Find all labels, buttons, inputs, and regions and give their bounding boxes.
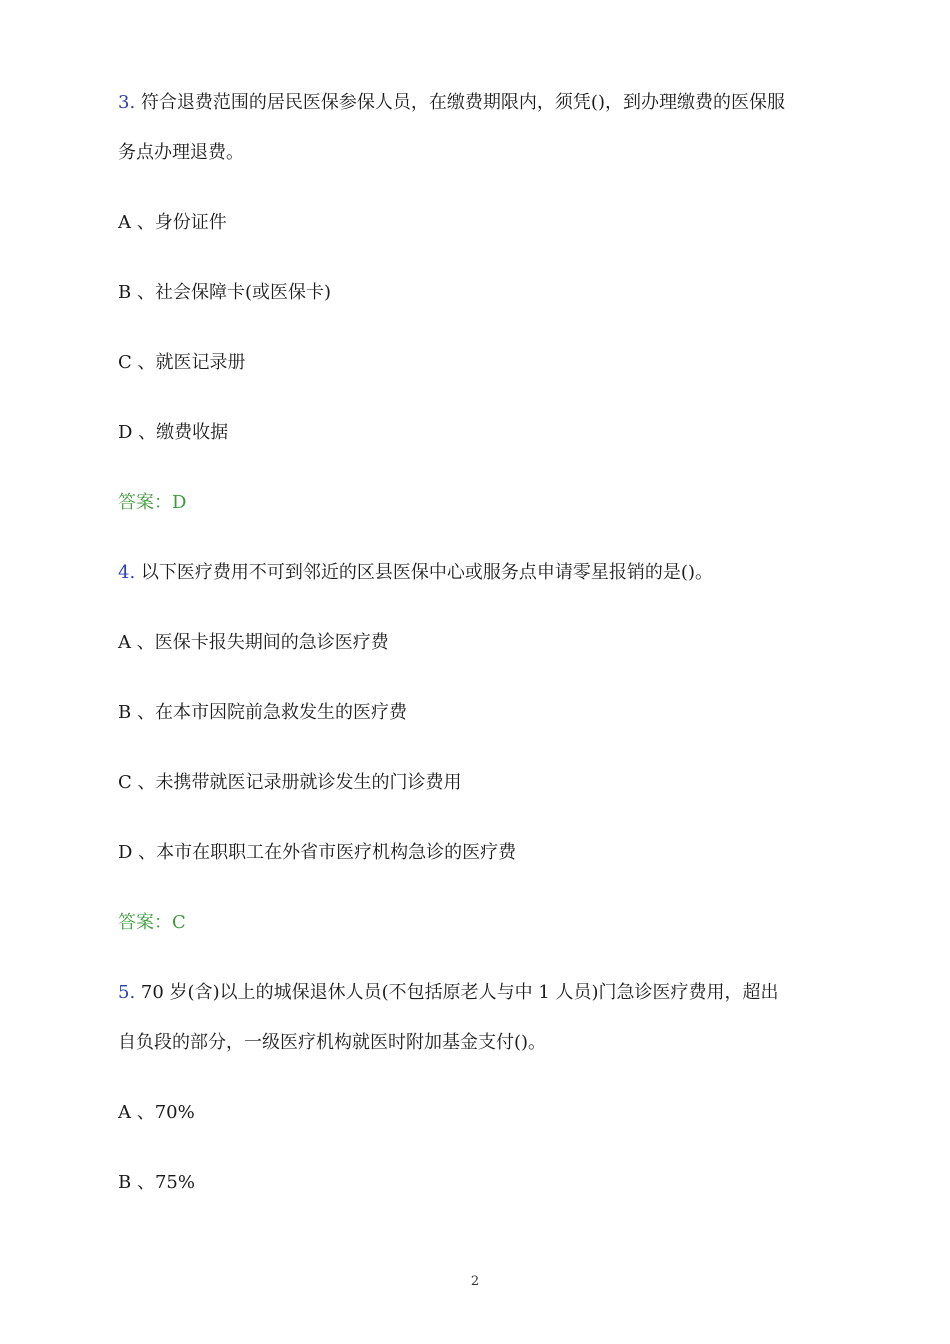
question-5-option-b: B 、75% bbox=[118, 1172, 195, 1193]
question-3-line-1 bbox=[118, 92, 785, 114]
question-3-option-a: A 、身份证件 bbox=[118, 212, 227, 233]
question-5-number: 5. bbox=[118, 982, 136, 1003]
question-3-line-2: 务点办理退费。 bbox=[118, 142, 244, 163]
page-number: 2 bbox=[470, 1274, 480, 1289]
question-5-line-1 bbox=[118, 982, 779, 1004]
question-4-option-d: D 、本市在职职工在外省市医疗机构急诊的医疗费 bbox=[118, 842, 517, 863]
question-3-answer: 答案：D bbox=[118, 492, 187, 513]
question-4-option-a: A 、医保卡报失期间的急诊医疗费 bbox=[118, 632, 389, 653]
question-3-text-1: 符合退费范围的居民医保参保人员，在缴费期限内，须凭()，到办理缴费的医保服 bbox=[140, 92, 785, 113]
question-4-line-1 bbox=[118, 562, 713, 584]
question-5-option-a: A 、70% bbox=[118, 1102, 195, 1123]
question-4-answer: 答案：C bbox=[118, 912, 186, 933]
question-3-number: 3. bbox=[118, 92, 136, 113]
question-3-option-c: C 、就医记录册 bbox=[118, 352, 246, 373]
question-4-number: 4. bbox=[118, 562, 136, 583]
question-5-text-1: 70 岁(含)以上的城保退休人员(不包括原老人与中 1 人员)门急诊医疗费用，超出 bbox=[140, 982, 779, 1003]
question-4-text-1: 以下医疗费用不可到邻近的区县医保中心或服务点申请零星报销的是()。 bbox=[140, 562, 713, 583]
question-3-option-b: B 、社会保障卡(或医保卡) bbox=[118, 282, 331, 303]
question-4-option-c: C 、未携带就医记录册就诊发生的门诊费用 bbox=[118, 772, 462, 793]
question-3-option-d: D 、缴费收据 bbox=[118, 422, 229, 443]
question-5-line-2: 自负段的部分，一级医疗机构就医时附加基金支付()。 bbox=[118, 1032, 547, 1053]
question-4-option-b: B 、在本市因院前急救发生的医疗费 bbox=[118, 702, 407, 723]
